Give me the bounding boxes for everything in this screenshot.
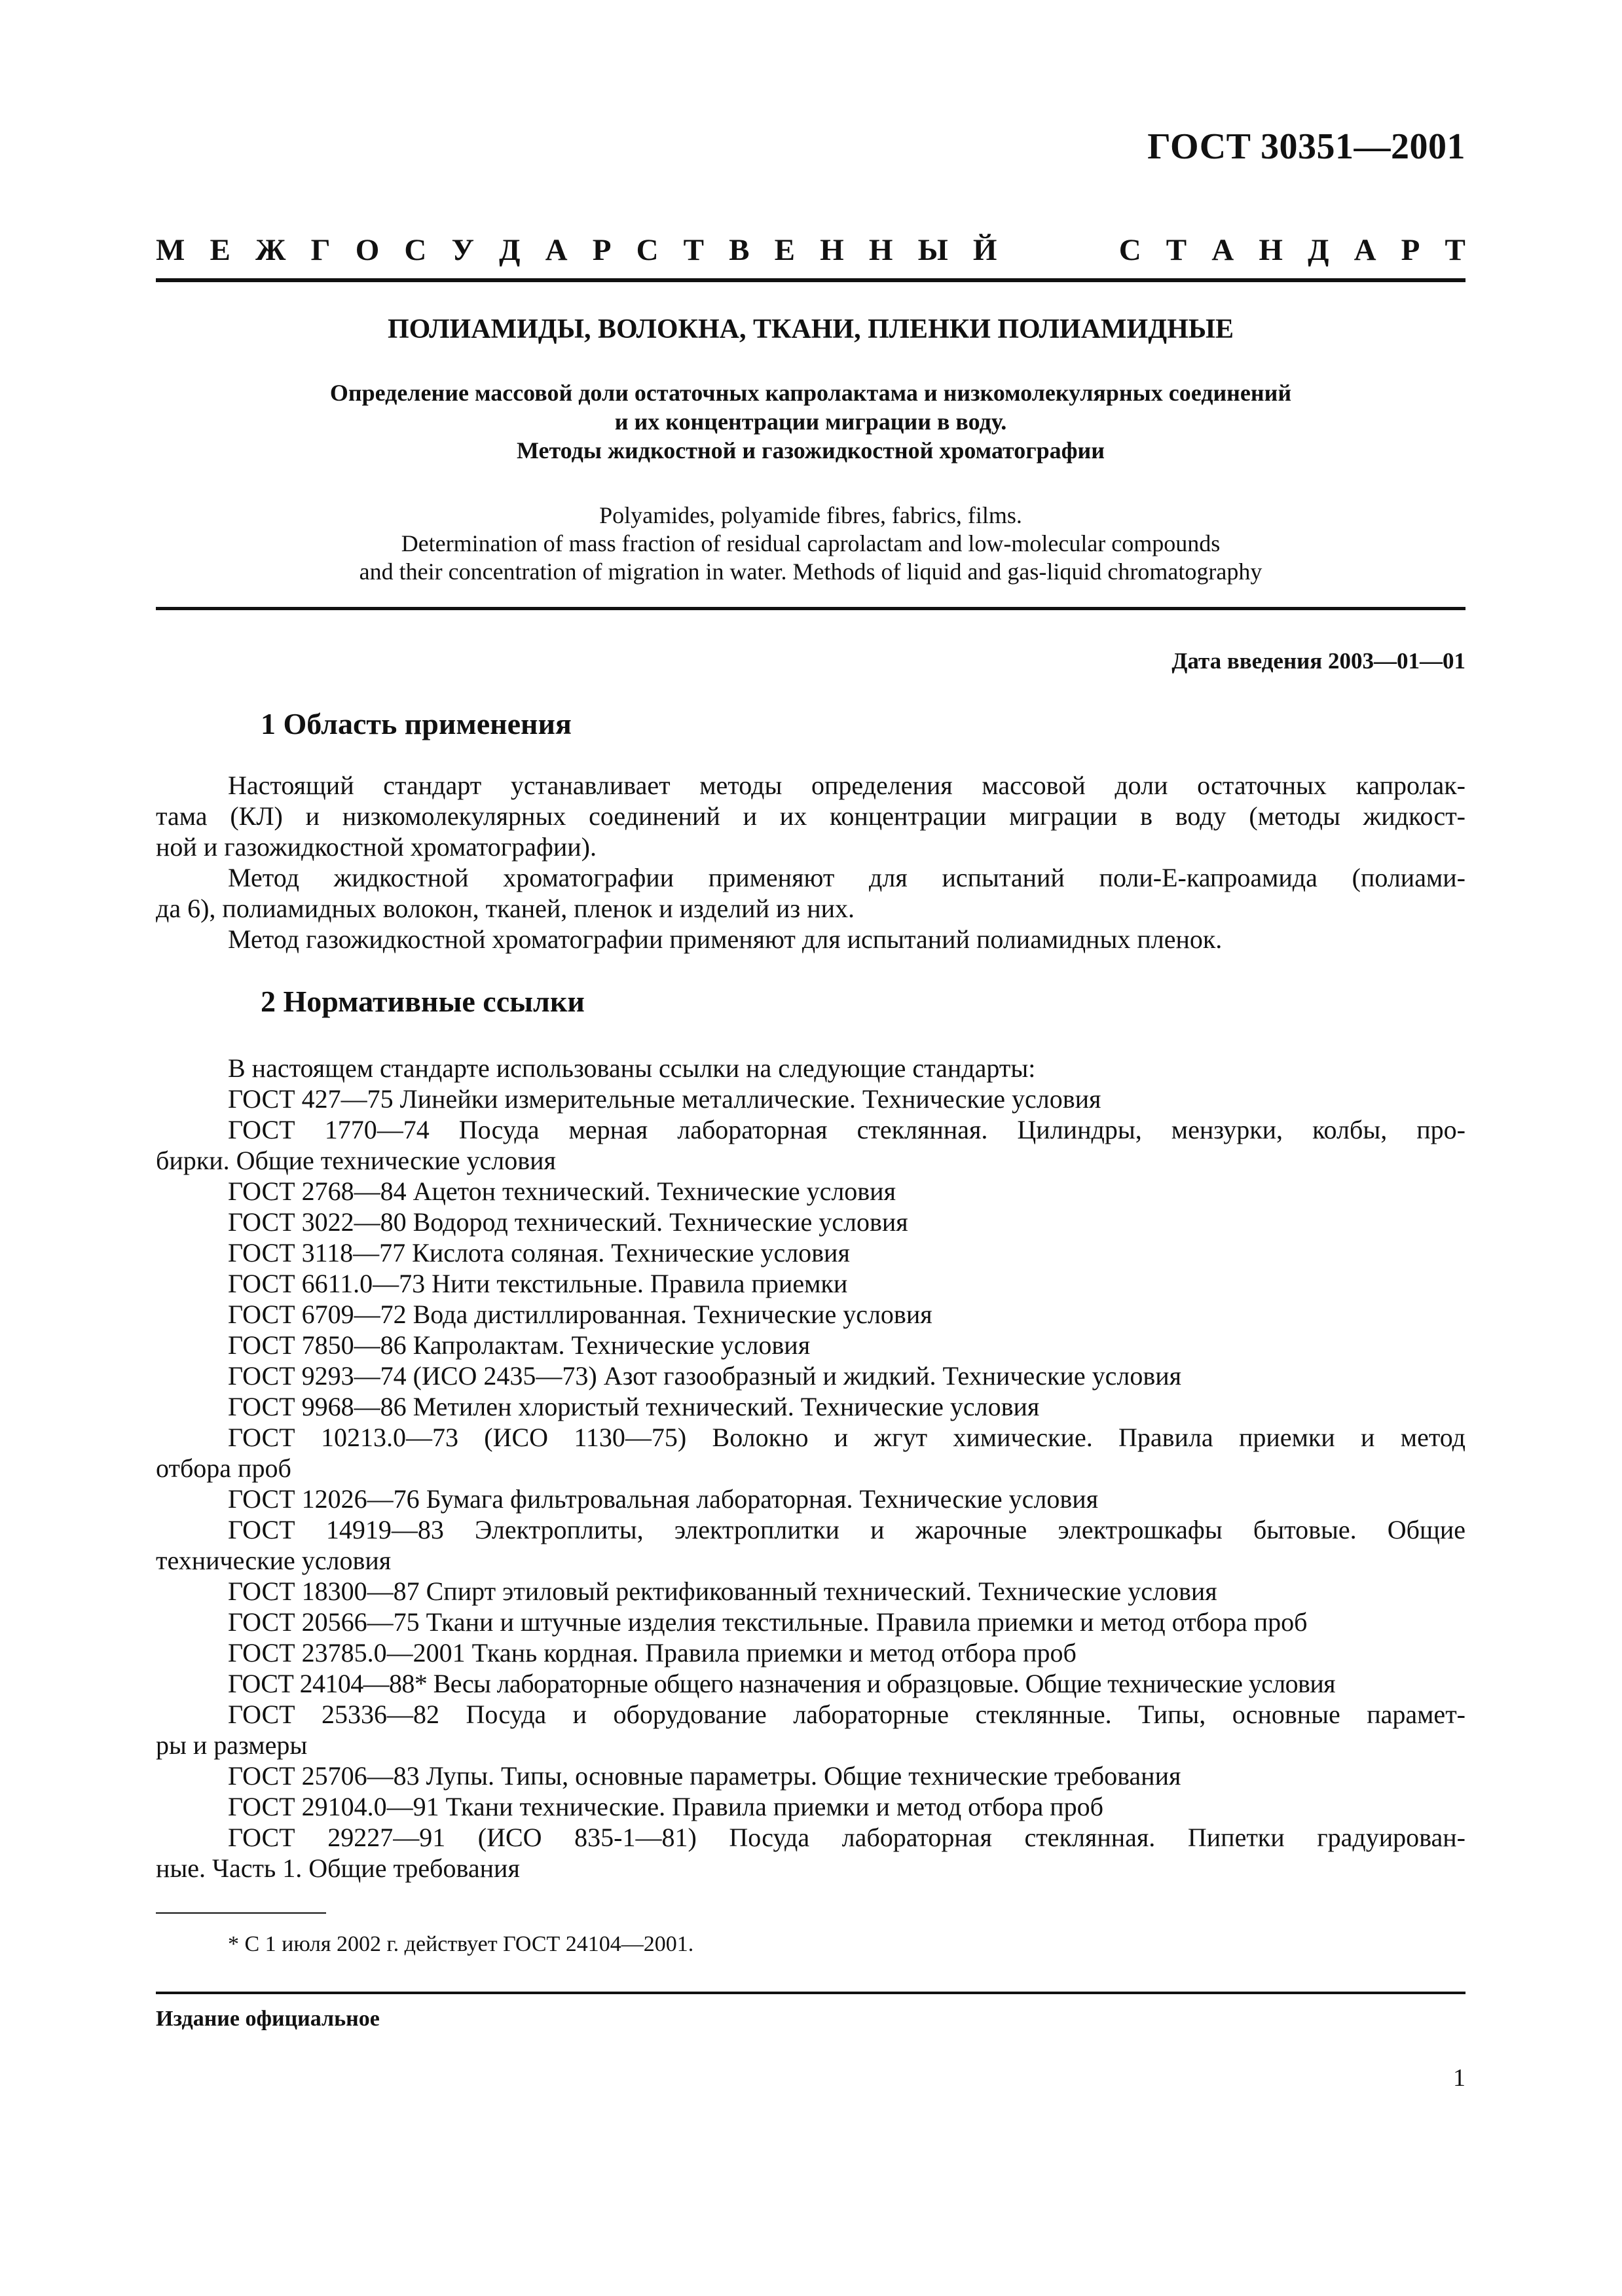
reference-line: ГОСТ 25706—83 Лупы. Типы, основные параметры. Общие технические требования [228, 1761, 1181, 1791]
footnote: * С 1 июля 2002 г. действует ГОСТ 24104—2001. [228, 1932, 694, 1956]
heading-letter: А [1211, 233, 1234, 267]
heading-letter: Т [683, 233, 705, 267]
heading-letter: А [545, 233, 568, 267]
reference-line: ГОСТ 7850—86 Капролактам. Технические условия [228, 1330, 811, 1360]
reference-line: ГОСТ 29104.0—91 Ткани технические. Правила приемки и метод отбора проб [228, 1792, 1103, 1821]
reference-line: ры и размеры [156, 1730, 308, 1760]
heading-letter: Д [1308, 233, 1329, 267]
reference-line: ГОСТ 25336—82 Посуда и оборудование лабораторные стеклянные. Типы, основные парамет- [228, 1700, 1465, 1729]
body-line: ной и газожидкостной хроматографии). [156, 832, 597, 862]
reference-line: ГОСТ 18300—87 Спирт этиловый ректификованный технический. Технические условия [228, 1576, 1217, 1606]
subtitle-line: Методы жидкостной и газожидкостной хроматографии [516, 437, 1105, 464]
reference-line: ГОСТ 9968—86 Метилен хлористый технический. Технические условия [228, 1392, 1040, 1421]
subtitle-line: и их концентрации миграции в воду. [614, 409, 1007, 435]
heading-letter: Т [1445, 233, 1465, 267]
english-title-line: Determination of mass fraction of residual caprolactam and low-molecular compounds [401, 530, 1221, 556]
reference-line: ГОСТ 3118—77 Кислота соляная. Технические условия [228, 1238, 850, 1267]
reference-line: ГОСТ 14919—83 Электроплиты, электроплитки и жарочные электрошкафы бытовые. Общие [228, 1515, 1465, 1544]
document-title: ПОЛИАМИДЫ, ВОЛОКНА, ТКАНИ, ПЛЕНКИ ПОЛИАМИДНЫЕ [387, 314, 1234, 344]
body-line: В настоящем стандарте использованы ссылки на следующие стандарты: [228, 1053, 1036, 1083]
heading-letter: Н [868, 233, 893, 267]
heading-letter: А [1354, 233, 1376, 267]
reference-line: ГОСТ 6611.0—73 Нити текстильные. Правила приемки [228, 1269, 848, 1298]
document-page [156, 0, 1465, 2296]
reference-line: ные. Часть 1. Общие требования [156, 1853, 520, 1883]
section-1-body [156, 770, 1465, 955]
reference-line: ГОСТ 2768—84 Ацетон технический. Технические условия [228, 1176, 896, 1206]
heading-letter: Р [1401, 233, 1420, 267]
standard-type-heading [156, 230, 1465, 270]
reference-line: ГОСТ 3022—80 Водород технический. Технические условия [228, 1207, 908, 1237]
heading-letter: С [636, 233, 659, 267]
english-title [156, 501, 1465, 586]
heading-letter: Т [1166, 233, 1187, 267]
heading-letter: Г [310, 233, 331, 267]
edition-label: Издание официальное [156, 2007, 380, 2031]
heading-letter: Ы [917, 233, 948, 267]
english-title-line: Polyamides, polyamide fibres, fabrics, films. [599, 502, 1022, 528]
heading-letter: В [729, 233, 750, 267]
heading-letter: Ж [255, 233, 286, 267]
reference-line: ГОСТ 23785.0—2001 Ткань кордная. Правила приемки и метод отбора проб [228, 1638, 1077, 1667]
heading-letter: С [404, 233, 427, 267]
document-subtitle [156, 378, 1465, 465]
footer-rule [156, 1992, 1465, 1994]
reference-line: ГОСТ 9293—74 (ИСО 2435—73) Азот газообразный и жидкий. Технические условия [228, 1361, 1182, 1391]
body-line: да 6), полиамидных волокон, тканей, пленок и изделий из них. [156, 894, 855, 923]
heading-letter: О [355, 233, 380, 267]
header-rule [156, 278, 1465, 282]
reference-line: ГОСТ 6709—72 Вода дистиллированная. Технические условия [228, 1300, 932, 1329]
title-rule [156, 607, 1465, 610]
reference-line: ГОСТ 1770—74 Посуда мерная лабораторная стеклянная. Цилиндры, мензурки, колбы, про- [228, 1115, 1465, 1144]
reference-line: отбора проб [156, 1453, 291, 1483]
introduction-date: Дата введения 2003—01—01 [1171, 648, 1465, 674]
english-title-line: and their concentration of migration in water. Methods of liquid and gas-liquid chromatography [359, 558, 1263, 585]
heading-letter: М [156, 233, 185, 267]
section-2-heading: 2 Нормативные ссылки [261, 985, 585, 1018]
word-gap [1022, 230, 1094, 270]
reference-line: ГОСТ 20566—75 Ткани и штучные изделия текстильные. Правила приемки и метод отбора проб [228, 1607, 1308, 1637]
page-number: 1 [1453, 2064, 1465, 2092]
heading-letter: У [451, 233, 474, 267]
heading-letter: Е [774, 233, 796, 267]
body-line: Метод жидкостной хроматографии применяют для испытаний поли-Е-капроамида (полиами- [228, 863, 1465, 892]
heading-letter: Н [820, 233, 844, 267]
reference-line: ГОСТ 10213.0—73 (ИСО 1130—75) Волокно и жгут химические. Правила приемки и метод [228, 1423, 1465, 1452]
body-line: Метод газожидкостной хроматографии применяют для испытаний полиамидных пленок. [228, 924, 1223, 954]
heading-letter: Н [1259, 233, 1283, 267]
reference-line: технические условия [156, 1546, 392, 1575]
heading-letter: С [1118, 233, 1141, 267]
heading-letter: Й [972, 233, 997, 267]
heading-letter: Р [592, 233, 612, 267]
footnote-divider [156, 1912, 326, 1914]
reference-line: ГОСТ 427—75 Линейки измерительные металлические. Технические условия [228, 1084, 1101, 1114]
reference-line: ГОСТ 29227—91 (ИСО 835-1—81) Посуда лабораторная стеклянная. Пипетки градуирован- [228, 1823, 1465, 1852]
section-2-body [156, 1053, 1465, 1884]
body-line: Настоящий стандарт устанавливает методы определения массовой доли остаточных капролак- [228, 771, 1465, 800]
reference-line: бирки. Общие технические условия [156, 1146, 556, 1175]
heading-letter: Д [499, 233, 521, 267]
reference-line: ГОСТ 12026—76 Бумага фильтровальная лабораторная. Технические условия [228, 1484, 1099, 1514]
body-line: тама (КЛ) и низкомолекулярных соединений и их концентрации миграции в воду (методы жидкост- [156, 801, 1465, 831]
section-1-heading: 1 Область применения [261, 707, 572, 740]
subtitle-line: Определение массовой доли остаточных капролактама и низкомолекулярных соединений [329, 380, 1292, 406]
reference-line: ГОСТ 24104—88* Весы лабораторные общего назначения и образцовые. Общие технические условия [228, 1669, 1335, 1698]
standard-code: ГОСТ 30351—2001 [1147, 126, 1465, 167]
heading-letter: Е [210, 233, 230, 267]
